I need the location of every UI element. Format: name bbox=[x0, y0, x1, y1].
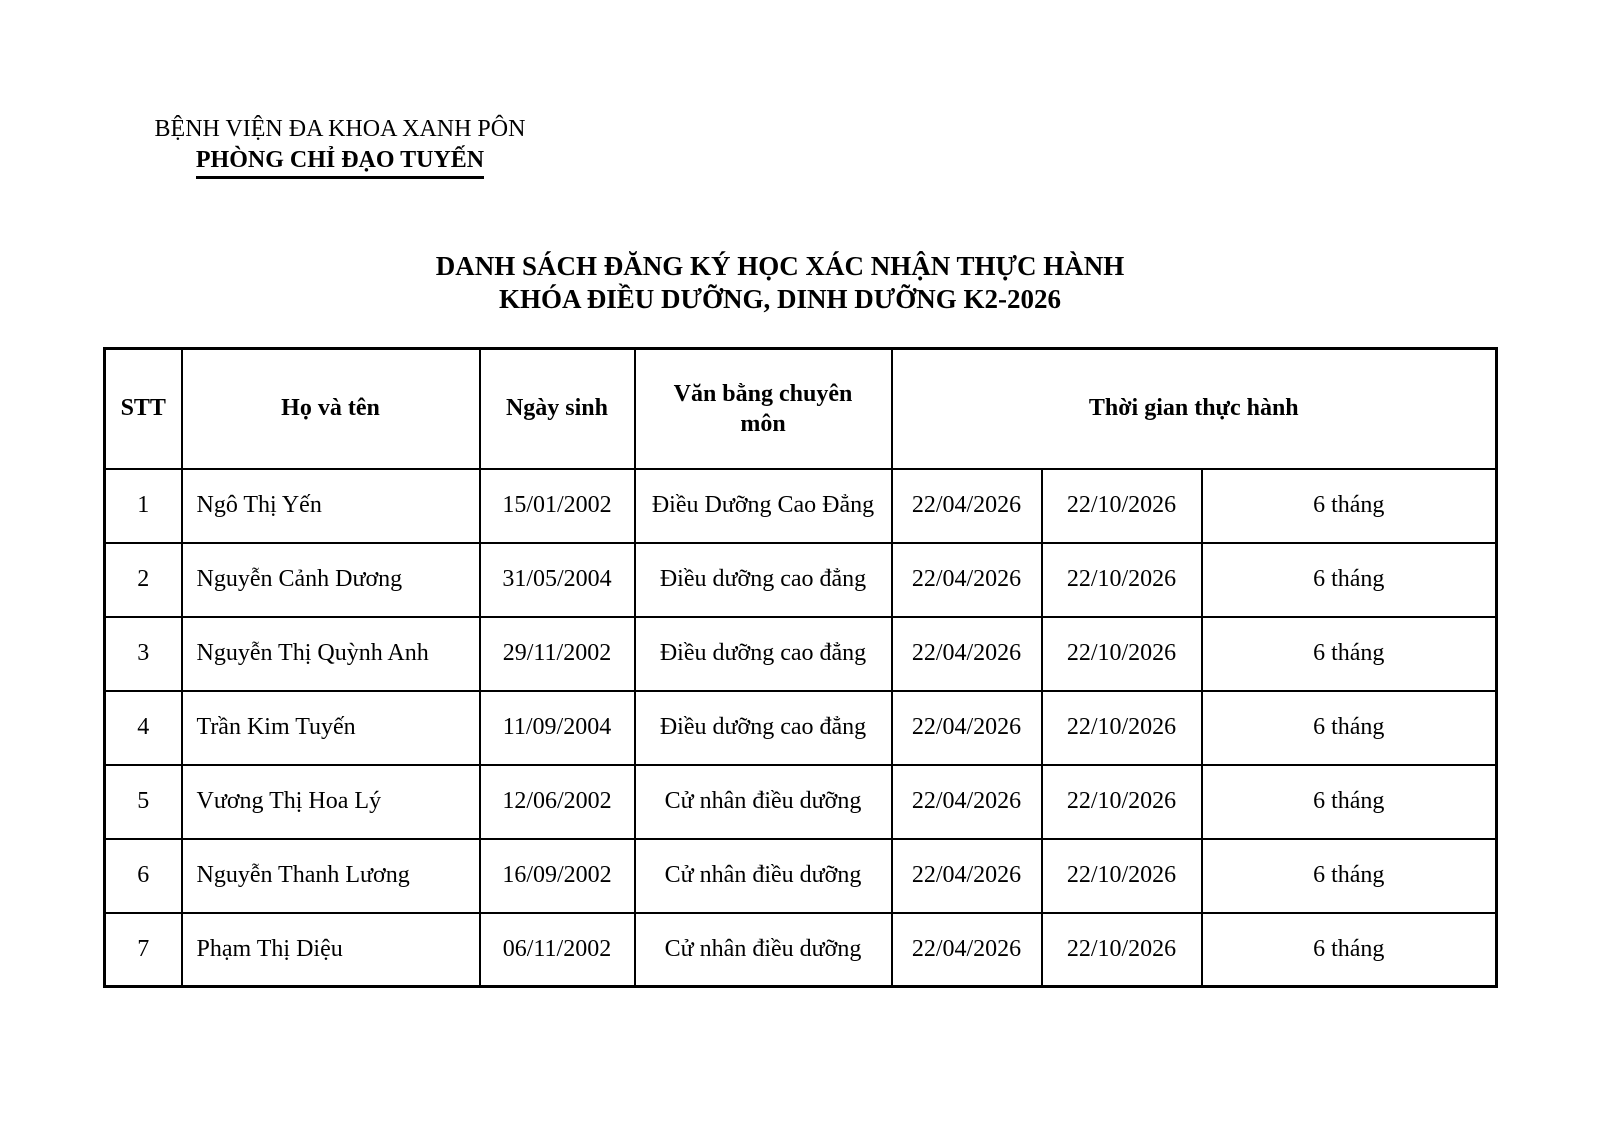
cell-dob: 12/06/2002 bbox=[480, 765, 635, 839]
cell-start-date: 22/04/2026 bbox=[892, 469, 1042, 543]
cell-name: Nguyễn Thị Quỳnh Anh bbox=[182, 617, 480, 691]
column-header-name: Họ và tên bbox=[182, 349, 480, 469]
cell-name: Nguyễn Thanh Lương bbox=[182, 839, 480, 913]
cell-stt: 4 bbox=[105, 691, 182, 765]
cell-stt: 2 bbox=[105, 543, 182, 617]
cell-start-date: 22/04/2026 bbox=[892, 839, 1042, 913]
cell-duration: 6 tháng bbox=[1202, 691, 1497, 765]
title-line-2: KHÓA ĐIỀU DƯỠNG, DINH DƯỠNG K2-2026 bbox=[498, 284, 1061, 314]
org-header-block bbox=[120, 114, 560, 179]
cell-stt: 6 bbox=[105, 839, 182, 913]
table-row bbox=[105, 543, 1497, 617]
cell-start-date: 22/04/2026 bbox=[892, 913, 1042, 987]
cell-name: Trần Kim Tuyến bbox=[182, 691, 480, 765]
table-row bbox=[105, 469, 1497, 543]
cell-start-date: 22/04/2026 bbox=[892, 765, 1042, 839]
cell-end-date: 22/10/2026 bbox=[1042, 913, 1202, 987]
registration-table bbox=[103, 347, 1498, 988]
column-header-degree-text: Văn bằng chuyên môn bbox=[673, 380, 853, 437]
cell-start-date: 22/04/2026 bbox=[892, 543, 1042, 617]
org-department-line bbox=[120, 146, 560, 179]
cell-name: Vương Thị Hoa Lý bbox=[182, 765, 480, 839]
cell-name: Nguyễn Cảnh Dương bbox=[182, 543, 480, 617]
cell-degree: Cử nhân điều dưỡng bbox=[635, 765, 892, 839]
column-header-stt: STT bbox=[105, 349, 182, 469]
cell-dob: 15/01/2002 bbox=[480, 469, 635, 543]
cell-duration: 6 tháng bbox=[1202, 765, 1497, 839]
cell-end-date: 22/10/2026 bbox=[1042, 691, 1202, 765]
table-row bbox=[105, 617, 1497, 691]
title-line-1: DANH SÁCH ĐĂNG KÝ HỌC XÁC NHẬN THỰC HÀNH bbox=[435, 251, 1125, 281]
cell-start-date: 22/04/2026 bbox=[892, 691, 1042, 765]
cell-dob: 06/11/2002 bbox=[480, 913, 635, 987]
cell-stt: 7 bbox=[105, 913, 182, 987]
cell-dob: 29/11/2002 bbox=[480, 617, 635, 691]
cell-duration: 6 tháng bbox=[1202, 543, 1497, 617]
cell-duration: 6 tháng bbox=[1202, 617, 1497, 691]
cell-dob: 16/09/2002 bbox=[480, 839, 635, 913]
cell-start-date: 22/04/2026 bbox=[892, 617, 1042, 691]
column-header-practice-time: Thời gian thực hành bbox=[892, 349, 1497, 469]
table-row bbox=[105, 691, 1497, 765]
cell-degree: Điều dưỡng cao đẳng bbox=[635, 543, 892, 617]
cell-end-date: 22/10/2026 bbox=[1042, 765, 1202, 839]
cell-degree: Điều dưỡng cao đẳng bbox=[635, 691, 892, 765]
cell-name: Ngô Thị Yến bbox=[182, 469, 480, 543]
cell-dob: 31/05/2004 bbox=[480, 543, 635, 617]
cell-name: Phạm Thị Diệu bbox=[182, 913, 480, 987]
cell-end-date: 22/10/2026 bbox=[1042, 617, 1202, 691]
cell-stt: 5 bbox=[105, 765, 182, 839]
cell-degree: Điều Dưỡng Cao Đẳng bbox=[635, 469, 892, 543]
table-row bbox=[105, 913, 1497, 987]
cell-degree: Điều dưỡng cao đẳng bbox=[635, 617, 892, 691]
cell-duration: 6 tháng bbox=[1202, 469, 1497, 543]
cell-end-date: 22/10/2026 bbox=[1042, 839, 1202, 913]
cell-dob: 11/09/2004 bbox=[480, 691, 635, 765]
column-header-degree bbox=[635, 349, 892, 469]
table-row bbox=[105, 765, 1497, 839]
cell-degree: Cử nhân điều dưỡng bbox=[635, 913, 892, 987]
cell-degree: Cử nhân điều dưỡng bbox=[635, 839, 892, 913]
cell-duration: 6 tháng bbox=[1202, 913, 1497, 987]
cell-stt: 1 bbox=[105, 469, 182, 543]
document-title bbox=[100, 250, 1460, 316]
cell-duration: 6 tháng bbox=[1202, 839, 1497, 913]
column-header-dob: Ngày sinh bbox=[480, 349, 635, 469]
cell-end-date: 22/10/2026 bbox=[1042, 469, 1202, 543]
org-department: PHÒNG CHỈ ĐẠO TUYẾN bbox=[196, 146, 484, 179]
table-row bbox=[105, 839, 1497, 913]
cell-end-date: 22/10/2026 bbox=[1042, 543, 1202, 617]
org-name: BỆNH VIỆN ĐA KHOA XANH PÔN bbox=[154, 116, 526, 142]
cell-stt: 3 bbox=[105, 617, 182, 691]
table-header-row bbox=[105, 349, 1497, 469]
